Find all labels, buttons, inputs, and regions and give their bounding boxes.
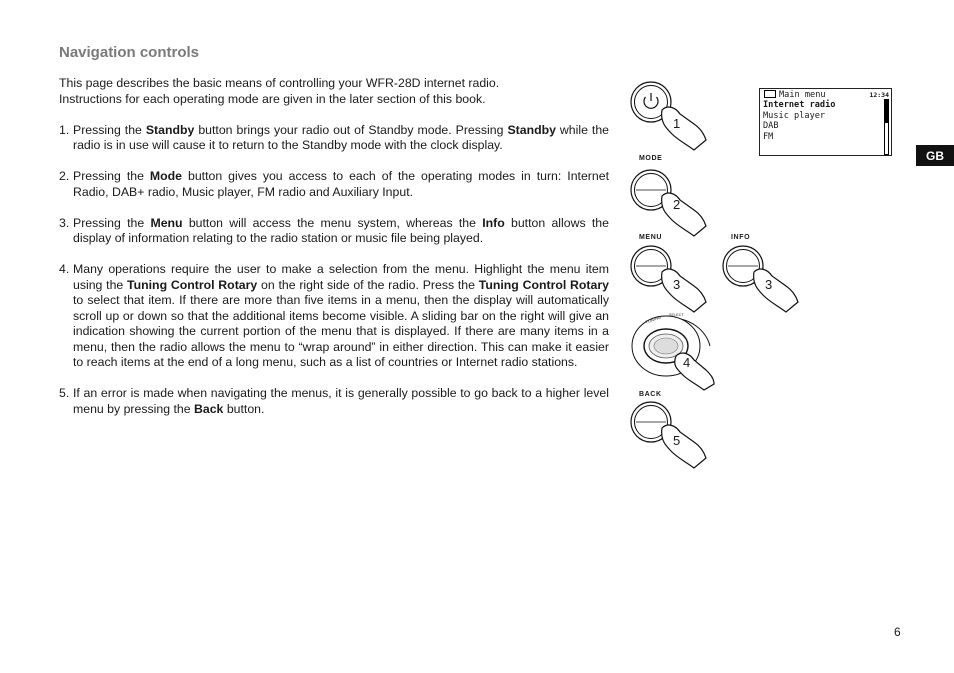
text-run: Many operations require the user to make a selection from the menu. Highlight the menu item using the [73, 262, 609, 292]
display-header [764, 90, 889, 100]
mode-label: MODE [639, 155, 663, 162]
list-item-number: 4. [59, 262, 70, 276]
bold-term: Standby [507, 122, 556, 137]
info-label: INFO [731, 234, 751, 241]
info-button-illustration [723, 246, 798, 312]
standby-button-illustration [631, 82, 706, 150]
bold-term: Menu [150, 215, 183, 230]
text-run: Pressing the [73, 169, 150, 183]
bold-term: Tuning Control Rotary [127, 277, 258, 292]
bold-term: Tuning Control Rotary [478, 277, 609, 292]
hand-icon [754, 269, 798, 312]
menu-button-illustration [631, 246, 706, 312]
callout-number: 2 [673, 197, 681, 212]
list-item-number: 2. [59, 169, 70, 183]
bold-term: Info [482, 215, 505, 230]
intro-line-2: Instructions for each operating mode are given in the later section of this book. [59, 91, 486, 106]
display-scroll-thumb [885, 100, 888, 123]
list-item-number: 1. [59, 122, 70, 137]
page-number: 6 [894, 625, 901, 639]
text-run: button brings your radio out of Standby mode. Pressing [194, 122, 508, 137]
display-menu-list [763, 100, 835, 142]
text-run: If an error is made when navigating the menus, it is generally possible to go back to a higher level menu by pressing the [73, 386, 609, 416]
section-heading: Navigation controls [59, 44, 200, 61]
select-label: SELECT [669, 313, 684, 317]
text-run: while the radio is in use will cause it to return to the Standby mode with the clock display. [73, 122, 609, 152]
bold-term: Mode [149, 169, 182, 183]
text-run: button gives you access to each of the operating modes in turn: Internet Radio, DAB+ radio, Music player, FM radio and Auxiliary Input. [73, 169, 609, 199]
intro-line-1: This page describes the basic means of controlling your WFR-28D internet radio. [59, 76, 500, 90]
bold-term: Standby [145, 122, 195, 137]
callout-number: 3 [673, 277, 681, 292]
text-run: button allows the display of information relating to the radio station or music file being played. [73, 215, 609, 245]
mode-button-illustration [631, 170, 706, 236]
display-menu-item: FM [763, 131, 774, 142]
menu-label: MENU [639, 234, 663, 241]
display-clock: 12:34 [869, 91, 889, 99]
callout-number: 1 [673, 116, 681, 131]
text-run: to select that item. If there are more than five items in a menu, then the display will automatically scroll up or down so that the additional items become visible. A sliding bar on the right will give an indication showing the current portion of the menu that is displayed. If there are many items in a menu, then the radio allows the menu to “wrap around” in either direction. This can make it easier to reach items at the end of a long menu, such as a list of countries or Internet radio stations. [73, 293, 609, 369]
hand-icon [662, 425, 706, 468]
hand-icon [662, 269, 706, 312]
display-menu-item: DAB [763, 121, 779, 131]
display-title: Main menu [779, 90, 826, 100]
text-run: button will access the menu system, whereas the [182, 215, 483, 230]
hand-icon [662, 107, 706, 150]
text-run: on the right side of the radio. Press the [257, 277, 479, 292]
back-label: BACK [639, 391, 662, 398]
list-item-number: 3. [59, 215, 70, 230]
callout-number: 4 [683, 355, 691, 370]
text-run: Pressing the [73, 122, 146, 137]
text-run: button. [223, 401, 265, 416]
display-menu-item: Music player [763, 110, 826, 121]
list-item-number: 5. [59, 386, 70, 400]
callout-number: 5 [673, 433, 681, 448]
display-menu-item: Internet radio [763, 100, 836, 110]
menu-icon [764, 90, 776, 98]
hand-icon [662, 193, 706, 236]
bold-term: Back [194, 401, 224, 416]
callout-number: 3 [765, 277, 773, 292]
tuning-rotary-illustration [632, 316, 714, 390]
radio-display [759, 88, 892, 156]
language-tab: GB [916, 145, 954, 166]
back-button-illustration [631, 402, 706, 468]
text-run: Pressing the [73, 215, 151, 230]
display-scrollbar [884, 99, 889, 155]
tuning-label: TUNING [644, 314, 662, 325]
